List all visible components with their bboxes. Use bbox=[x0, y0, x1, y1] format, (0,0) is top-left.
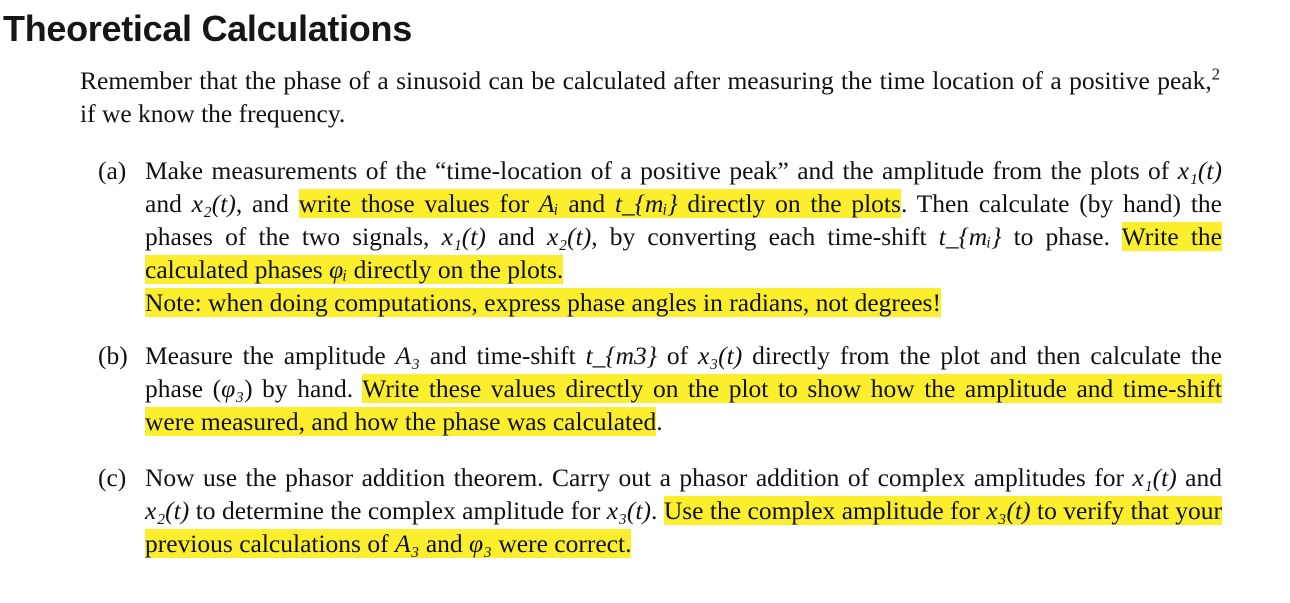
text: to determine the complex amplitude for bbox=[189, 496, 607, 525]
item-body-b bbox=[145, 339, 1222, 438]
math-x2t: x₂(t) bbox=[145, 496, 190, 525]
text: and bbox=[558, 189, 615, 218]
text: and bbox=[485, 222, 547, 251]
text: directly on the plots bbox=[677, 189, 901, 218]
math-x3t: x₃(t) bbox=[986, 496, 1031, 525]
list-item-a bbox=[98, 154, 1222, 319]
text: , by converting each time-shift bbox=[591, 222, 939, 251]
text: Write the calculated phases bbox=[145, 222, 1222, 284]
math-phii: φᵢ bbox=[329, 255, 348, 284]
item-label-c: (c) bbox=[98, 463, 127, 492]
math-phi3: φ₃ bbox=[469, 529, 492, 558]
text: Make measurements of the “time-location of a positive peak” and the amplitude from the plots of bbox=[145, 156, 1178, 185]
text: and time-shift bbox=[420, 341, 586, 370]
item-body-c bbox=[145, 461, 1222, 560]
section-title: Theoretical Calculations bbox=[3, 8, 412, 49]
item-label-a: (a) bbox=[98, 156, 127, 185]
math-tm3: t_{m3} bbox=[585, 341, 657, 370]
text: and bbox=[1176, 463, 1222, 492]
text: and bbox=[419, 529, 470, 558]
list-item-b bbox=[98, 339, 1222, 438]
math-x1t: x₁(t) bbox=[1132, 463, 1177, 492]
list-item-c bbox=[98, 461, 1222, 560]
text: write those values for bbox=[298, 189, 539, 218]
text: Now use the phasor addition theorem. Carry out a phasor addition of complex amplitudes for bbox=[145, 463, 1133, 492]
text: directly from the plot and then calculate the phase ( bbox=[145, 341, 1222, 403]
text: to verify that your previous calculations of bbox=[145, 496, 1223, 558]
math-x1t: x₁(t) bbox=[441, 222, 486, 251]
text: Measure the amplitude bbox=[145, 341, 396, 370]
text: of bbox=[657, 341, 698, 370]
text: Use the complex amplitude for bbox=[663, 496, 987, 525]
text: , and bbox=[235, 189, 299, 218]
item-body-a bbox=[145, 154, 1222, 319]
math-tmi: t_{mᵢ} bbox=[938, 222, 1002, 251]
footnote-marker[interactable]: 2 bbox=[1211, 64, 1220, 84]
text: were correct. bbox=[492, 529, 632, 558]
math-tmi: t_{mᵢ} bbox=[614, 189, 678, 218]
math-A3: A₃ bbox=[394, 529, 420, 558]
text: and bbox=[145, 189, 192, 218]
intro-text-1: Remember that the phase of a sinusoid can be calculated after measuring the time location of a positive peak, bbox=[80, 66, 1212, 95]
math-A3: A₃ bbox=[395, 341, 420, 370]
math-x1t: x₁(t) bbox=[1177, 156, 1222, 185]
note-highlight: Note: when doing computations, express phase angles in radians, not degrees! bbox=[145, 288, 941, 317]
highlight-1 bbox=[299, 189, 901, 218]
text: ) by hand. bbox=[244, 374, 363, 403]
text: . Then calculate (by hand) the phases of the two signals, bbox=[145, 189, 1222, 251]
math-x3t: x₃(t) bbox=[606, 496, 652, 525]
math-x2t: x₂(t) bbox=[546, 222, 592, 251]
math-phi3: φ₃ bbox=[221, 374, 245, 403]
math-x2t: x₂(t) bbox=[191, 189, 236, 218]
text: . bbox=[656, 407, 663, 436]
intro-paragraph bbox=[80, 64, 1220, 130]
text: to phase. bbox=[1001, 222, 1122, 251]
math-x3t: x₃(t) bbox=[698, 341, 743, 370]
text: . bbox=[651, 496, 664, 525]
item-label-b: (b) bbox=[98, 341, 128, 370]
highlight-b: Write these values directly on the plot to show how the amplitude and time-shift were measured, and how the phase was calculated bbox=[145, 374, 1222, 436]
text: directly on the plots. bbox=[347, 255, 564, 284]
intro-text-2: if we know the frequency. bbox=[80, 99, 346, 128]
math-Ai: Aᵢ bbox=[538, 189, 559, 218]
